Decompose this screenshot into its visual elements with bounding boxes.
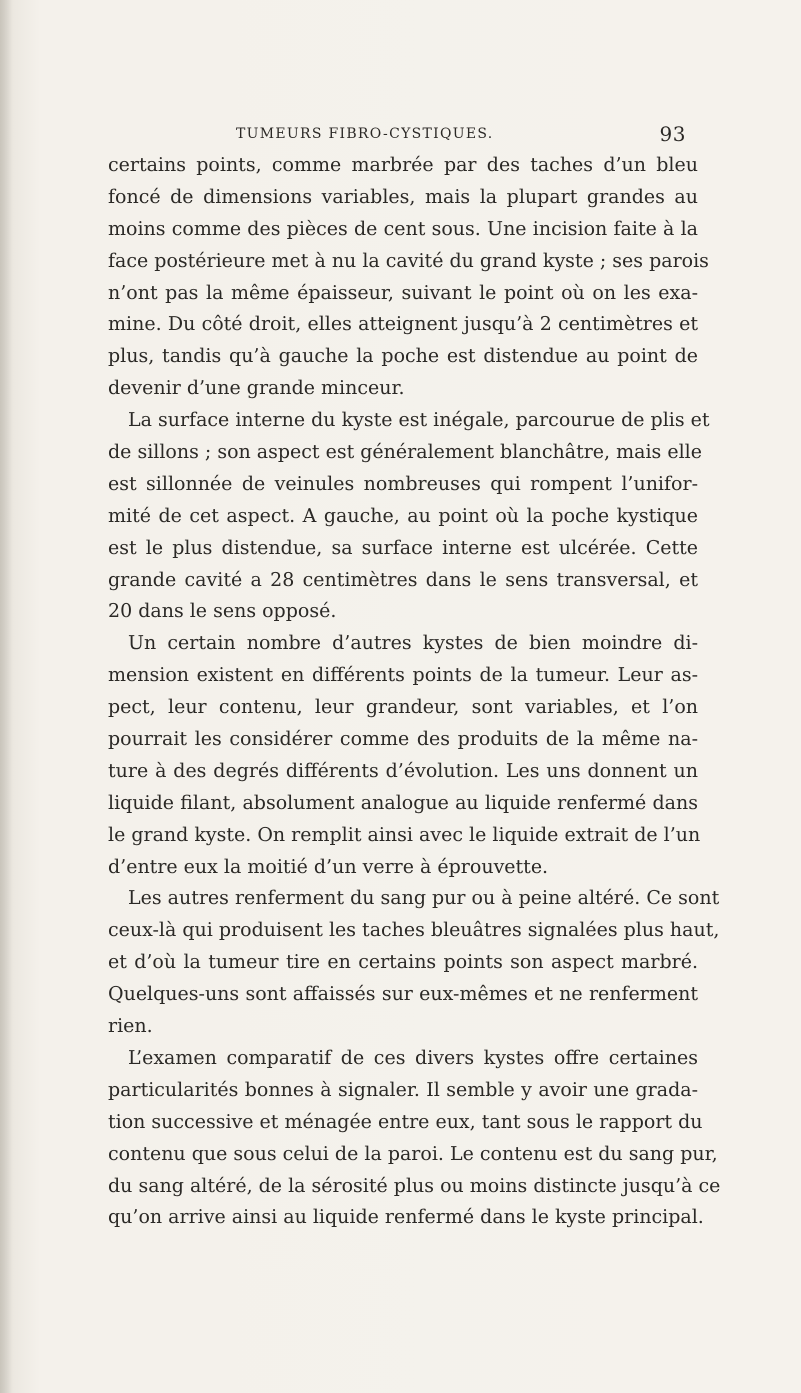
text-line: pourrait les considérer comme des produits de la même na- (108, 728, 698, 751)
text-line: ceux-là qui produisent les taches bleuâtres signalées plus haut, (108, 919, 720, 942)
page-number: 93 (659, 122, 686, 146)
paragraph (108, 150, 709, 405)
text-line: pect, leur contenu, leur grandeur, sont variables, et l’on (108, 696, 698, 719)
text-line: plus, tandis qu’à gauche la poche est distendue au point de (108, 345, 698, 368)
page-binding-shadow (0, 0, 12, 1393)
text-line: mension existent en différents points de la tumeur. Leur as- (108, 664, 698, 687)
paragraph (108, 405, 710, 628)
text-line: est le plus distendue, sa surface interne est ulcérée. Cette (108, 536, 698, 559)
text-line: d’entre eux la moitié d’un verre à éprouvette. (108, 855, 549, 878)
text-line: Un certain nombre d’autres kystes de bien moindre di- (128, 632, 698, 655)
text-line: qu’on arrive ainsi au liquide renfermé dans le kyste principal. (108, 1206, 704, 1229)
text-line: L’examen comparatif de ces divers kystes offre certaines (128, 1046, 698, 1069)
text-line: et d’où la tumeur tire en certains points son aspect marbré. (108, 951, 698, 974)
paragraph (108, 628, 701, 883)
text-line: devenir d’une grande minceur. (108, 377, 405, 400)
text-line: n’ont pas la même épaisseur, suivant le point où on les exa- (108, 281, 698, 304)
text-line: face postérieure met à nu la cavité du grand kyste ; ses parois (108, 249, 709, 272)
text-line: rien. (108, 1015, 153, 1038)
text-line: certains points, comme marbrée par des taches d’un bleu (108, 154, 698, 176)
text-line: 20 dans le sens opposé. (108, 600, 337, 623)
text-line: mité de cet aspect. A gauche, au point où la poche kystique (108, 504, 698, 527)
text-line: ture à des degrés différents d’évolution. Les uns donnent un (108, 759, 698, 782)
running-title: TUMEURS FIBRO-CYSTIQUES. (236, 126, 494, 142)
text-line: le grand kyste. On remplit ainsi avec le liquide extrait de l’un (108, 823, 701, 846)
text-line: La surface interne du kyste est inégale, parcourue de plis et (128, 409, 710, 432)
text-line: est sillonnée de veinules nombreuses qui rompent l’unifor- (108, 472, 698, 495)
text-line: tion successive et ménagée entre eux, tant sous le rapport du (108, 1110, 703, 1133)
text-line: Les autres renferment du sang pur ou à peine altéré. Ce sont (128, 887, 720, 910)
text-line: grande cavité a 28 centimètres dans le sens transversal, et (108, 568, 698, 591)
text-line: du sang altéré, de la sérosité plus ou moins distincte jusqu’à ce (108, 1174, 721, 1197)
text-line: foncé de dimensions variables, mais la plupart grandes au (108, 185, 698, 208)
text-line: particularités bonnes à signaler. Il semble y avoir une grada- (108, 1078, 698, 1101)
text-line: contenu que sous celui de la paroi. Le contenu est du sang pur, (108, 1142, 718, 1165)
text-line: moins comme des pièces de cent sous. Une incision faite à la (108, 217, 698, 240)
paragraph (108, 883, 720, 1042)
body-text (108, 150, 721, 1234)
text-line: de sillons ; son aspect est généralement blanchâtre, mais elle (108, 441, 702, 464)
running-head (236, 122, 686, 146)
text-line: mine. Du côté droit, elles atteignent jusqu’à 2 centimètres et (108, 313, 698, 336)
paragraph (108, 1043, 721, 1234)
text-line: liquide filant, absolument analogue au liquide renfermé dans (108, 791, 698, 814)
text-line: Quelques-uns sont affaissés sur eux-mêmes et ne renferment (108, 983, 698, 1006)
